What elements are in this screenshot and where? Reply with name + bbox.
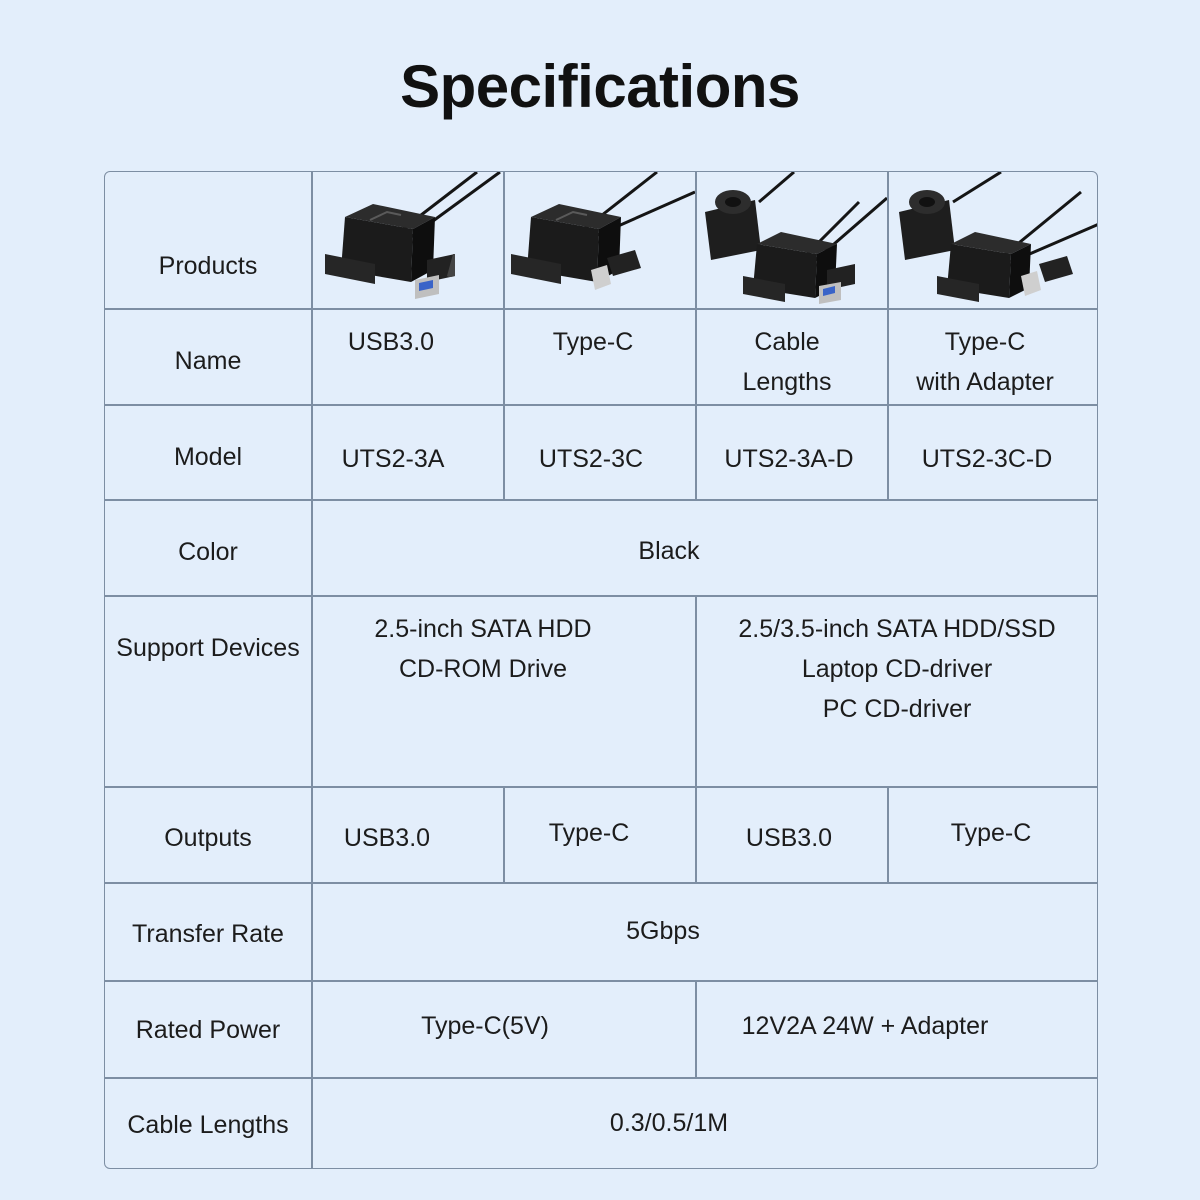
row-divider <box>105 404 1098 406</box>
outputs-value: USB3.0 <box>343 824 431 852</box>
model-value: UTS2-3A <box>341 445 445 473</box>
products-label: Products <box>158 252 258 280</box>
transfer-value: 5Gbps <box>626 917 700 945</box>
spec-table <box>104 171 1098 1169</box>
name-label: Name <box>174 347 242 375</box>
power-value-right: 12V2A 24W + Adapter <box>741 1012 989 1040</box>
row-divider <box>105 882 1098 884</box>
support-value-right: 2.5/3.5-inch SATA HDD/SSD Laptop CD-driver PC CD-driver <box>738 615 1056 723</box>
row-divider <box>105 1077 1098 1079</box>
color-label: Color <box>178 538 238 566</box>
model-value: UTS2-3A-D <box>724 445 854 473</box>
name-value: Type-C with Adapter <box>916 328 1054 396</box>
support-label: Support Devices <box>116 634 300 662</box>
type-c-adapter-icon <box>507 172 695 308</box>
row-divider <box>105 980 1098 982</box>
power-label: Rated Power <box>135 1016 281 1044</box>
usb-a-adapter-with-power-icon <box>699 172 887 308</box>
column-divider <box>887 786 889 882</box>
cable-value: 0.3/0.5/1M <box>609 1109 729 1137</box>
row-divider <box>105 499 1098 501</box>
name-value: Cable Lengths <box>742 328 832 396</box>
name-value: USB3.0 <box>347 328 435 356</box>
model-value: UTS2-3C-D <box>921 445 1053 473</box>
row-divider <box>105 308 1098 310</box>
transfer-label: Transfer Rate <box>132 920 284 948</box>
usb-a-adapter-icon <box>315 172 503 308</box>
row-divider <box>105 595 1098 597</box>
row-divider <box>105 786 1098 788</box>
outputs-label: Outputs <box>164 824 252 852</box>
power-value-left: Type-C(5V) <box>421 1012 549 1040</box>
cable-label: Cable Lengths <box>127 1111 289 1139</box>
support-value-left: 2.5-inch SATA HDD CD-ROM Drive <box>374 615 592 683</box>
model-value: UTS2-3C <box>538 445 644 473</box>
color-value: Black <box>638 537 700 565</box>
model-label: Model <box>173 443 243 471</box>
outputs-value: Type-C <box>950 819 1032 847</box>
name-value: Type-C <box>552 328 634 356</box>
outputs-value: USB3.0 <box>745 824 833 852</box>
page-title: Specifications <box>400 53 800 120</box>
type-c-adapter-with-power-icon <box>891 172 1098 308</box>
outputs-value: Type-C <box>548 819 630 847</box>
